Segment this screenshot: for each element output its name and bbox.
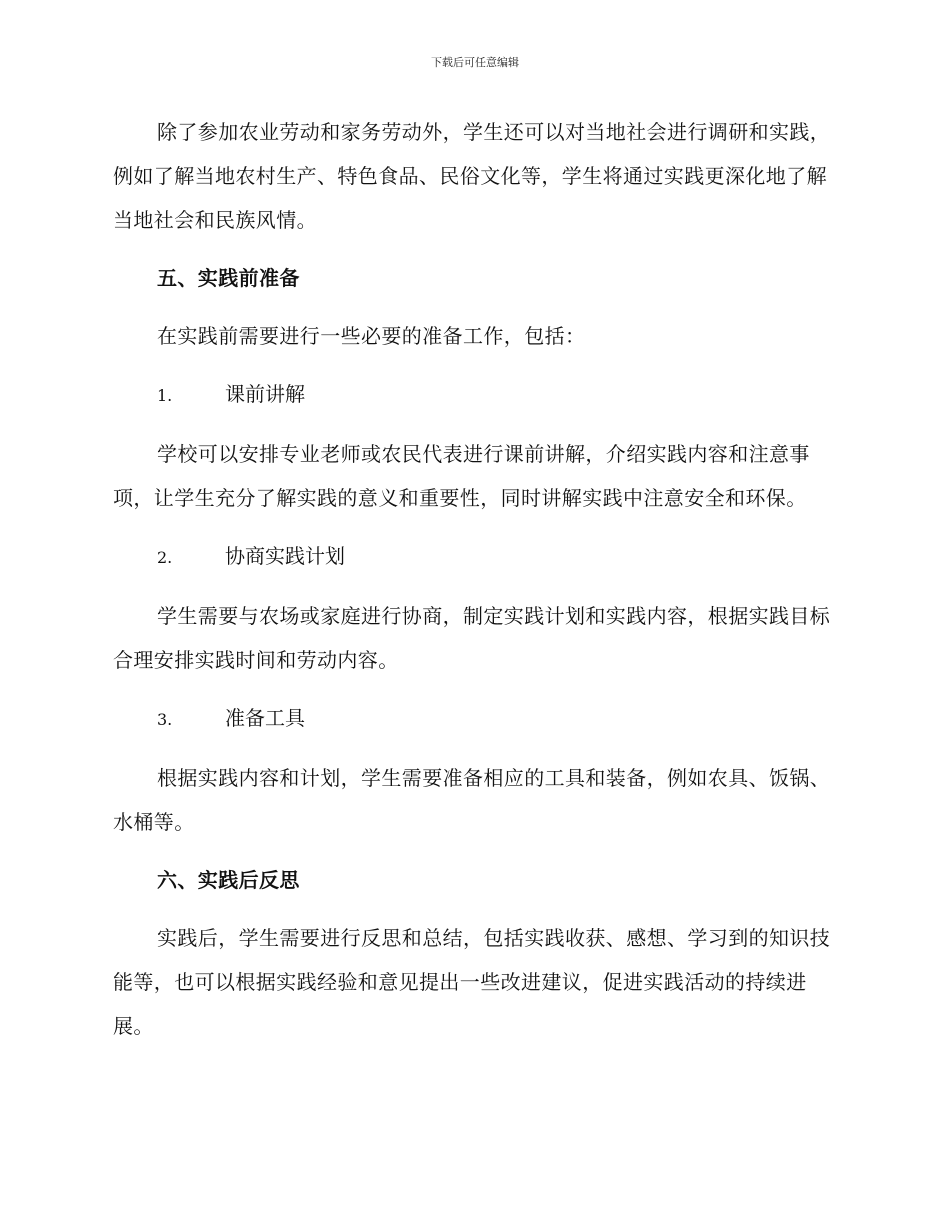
page-header: 下载后可任意编辑	[431, 56, 519, 69]
list-number: 2.	[157, 548, 173, 567]
list-label: 课前讲解	[225, 382, 305, 406]
list-item-plan	[113, 534, 833, 580]
section-heading-reflection: 六、实践后反思	[157, 868, 300, 892]
list-label: 协商实践计划	[225, 544, 345, 568]
section-heading-preparation: 五、实践前准备	[157, 266, 300, 290]
list-number: 3.	[157, 710, 173, 729]
paragraph-reflection: 实践后，学生需要进行反思和总结，包括实践收获、感想、学习到的知识技能等，也可以根据实践经验和意见提出一些改进建议，促进实践活动的持续进展。	[113, 926, 831, 1038]
paragraph-lecture: 学校可以安排专业老师或农民代表进行课前讲解，介绍实践内容和注意事项，让学生充分了解实践的意义和重要性，同时讲解实践中注意安全和环保。	[113, 442, 810, 510]
list-label: 准备工具	[225, 706, 305, 730]
paragraph-preparation-intro: 在实践前需要进行一些必要的准备工作，包括：	[157, 324, 586, 348]
paragraph-plan: 学生需要与农场或家庭进行协商，制定实践计划和实践内容，根据实践目标合理安排实践时间和劳动内容。	[113, 604, 831, 672]
document-body	[113, 110, 833, 1048]
list-item-lecture	[113, 372, 833, 418]
paragraph-practice-research: 除了参加农业劳动和家务劳动外，学生还可以对当地社会进行调研和实践，例如了解当地农村生产、特色食品、民俗文化等，学生将通过实践更深化地了解当地社会和民族风情。	[113, 120, 831, 232]
paragraph-tools: 根据实践内容和计划，学生需要准备相应的工具和装备，例如农具、饭锅、水桶等。	[113, 766, 831, 834]
list-number: 1.	[157, 386, 173, 405]
list-item-tools	[113, 696, 833, 742]
